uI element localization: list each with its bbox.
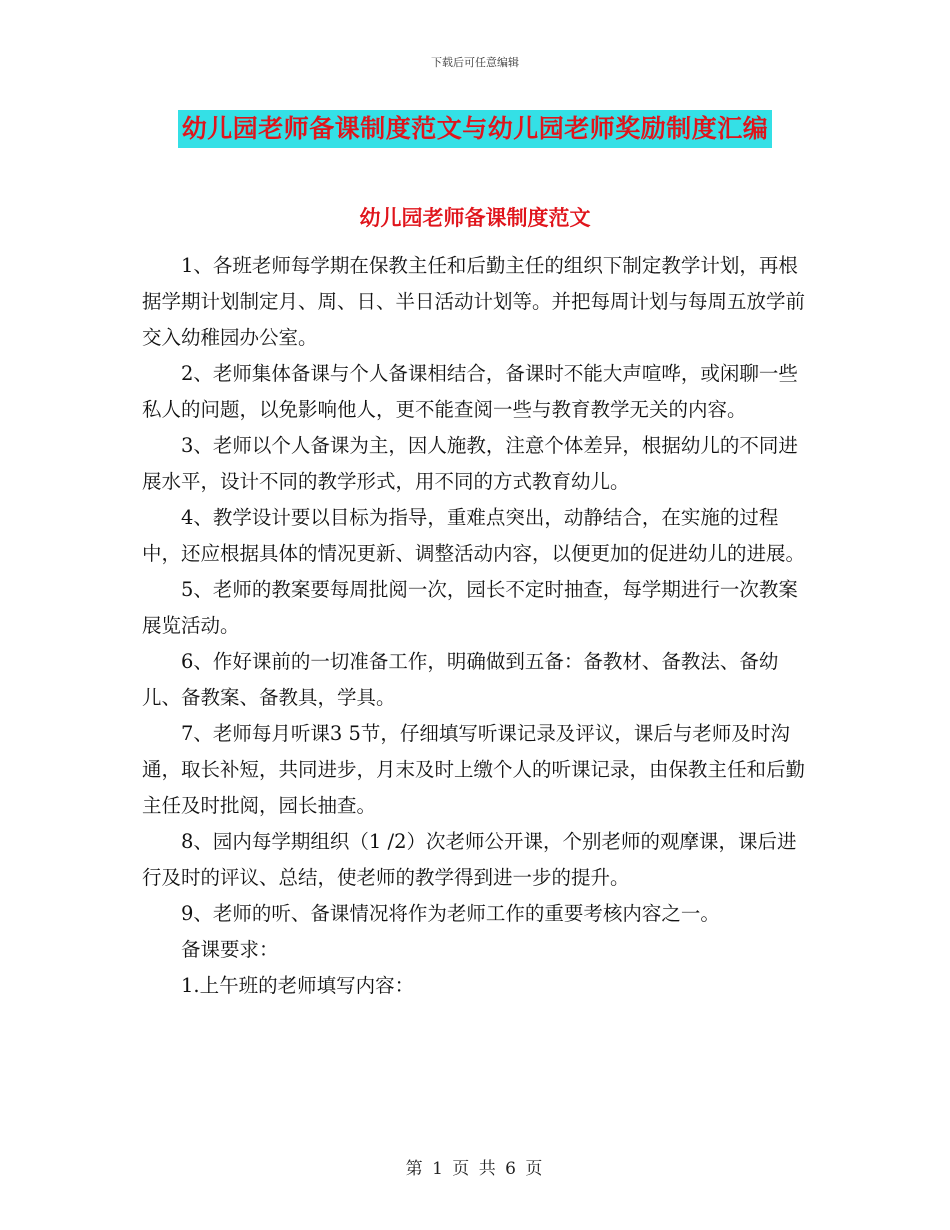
paragraph-requirements-heading: 备课要求： (181, 938, 279, 961)
paragraph-6: 6、作好课前的一切准备工作，明确做到五备：备教材、备教法、备幼儿、备教案、备教具，学具。 (142, 650, 779, 709)
header-note: 下载后可任意编辑 (431, 56, 519, 69)
paragraph-3: 3、老师以个人备课为主，因人施教，注意个体差异，根据幼儿的不同进展水平，设计不同的教学形式，用不同的方式教育幼儿。 (142, 434, 798, 493)
paragraph-2: 2、老师集体备课与个人备课相结合，备课时不能大声喧哗，或闲聊一些私人的问题，以免影响他人，更不能查阅一些与教育教学无关的内容。 (142, 362, 798, 421)
paragraph-5: 5、老师的教案要每周批阅一次，园长不定时抽查，每学期进行一次教案展览活动。 (142, 578, 798, 637)
section-title: 幼儿园老师备课制度范文 (359, 206, 591, 230)
paragraph-1: 1、各班老师每学期在保教主任和后勤主任的组织下制定教学计划，再根据学期计划制定月、周、日、半日活动计划等。并把每周计划与每周五放学前交入幼稚园办公室。 (142, 254, 806, 349)
document-title: 幼儿园老师备课制度范文与幼儿园老师奖励制度汇编 (178, 110, 773, 148)
paragraph-morning-class: 1.上午班的老师填写内容： (181, 974, 415, 997)
document-body (142, 248, 812, 1004)
page-footer: 第 1 页 共 6 页 (405, 1159, 545, 1179)
paragraph-7: 7、老师每月听课3 5节，仔细填写听课记录及评议，课后与老师及时沟通，取长补短，共同进步，月末及时上缴个人的听课记录，由保教主任和后勤主任及时批阅，园长抽查。 (142, 722, 806, 817)
paragraph-4: 4、教学设计要以目标为指导，重难点突出，动静结合，在实施的过程中，还应根据具体的情况更新、调整活动内容，以便更加的促进幼儿的进展。 (142, 506, 806, 565)
paragraph-9: 9、老师的听、备课情况将作为老师工作的重要考核内容之一。 (181, 902, 720, 925)
document-title-container (0, 110, 950, 148)
paragraph-8: 8、园内每学期组织（1 /2）次老师公开课，个别老师的观摩课，课后进行及时的评议、总结，使老师的教学得到进一步的提升。 (142, 830, 797, 889)
